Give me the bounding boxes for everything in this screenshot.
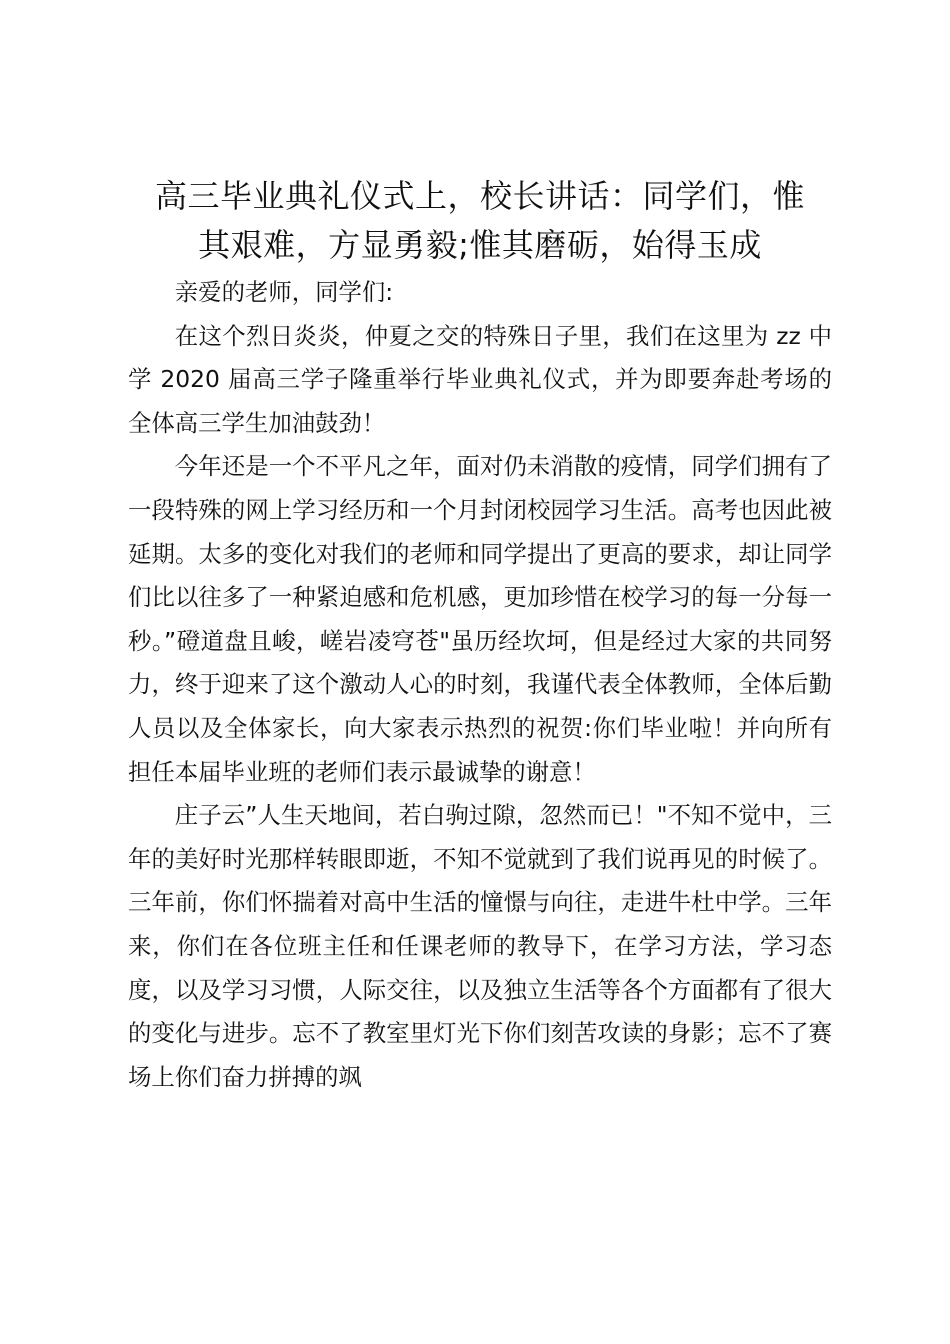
paragraph-opening: 在这个烈日炎炎，仲夏之交的特殊日子里，我们在这里为 zz 中学 2020 届高三学子隆重举行毕业典礼仪式，并为即要奔赴考场的全体高三学生加油鼓劲！ [128,321,832,437]
paragraph-three-years: 庄子云”人生天地间，若白驹过隙，忽然而已！"不知不觉中，三年的美好时光那样转眼即逝，不知不觉就到了我们说再见的时候了。三年前，你们怀揣着对高中生活的憧憬与向往，走进牛杜中学。三年来，你们在各位班主任和任课老师的教导下，在学习方法，学习态度，以及学习习惯，人际交往，以及独立生活等各个方面都有了很大的变化与进步。忘不了教室里灯光下你们刻苦攻读的身影；忘不了赛场上你们奋力拼搏的飒 [128,801,832,1091]
document-body [128,271,832,1099]
document-title [128,172,832,270]
paragraph-pandemic-year: 今年还是一个不平凡之年，面对仍未消散的疫情，同学们拥有了一段特殊的网上学习经历和一个月封闭校园学习生活。高考也因此被延期。太多的变化对我们的老师和同学提出了更高的要求，却让同学们比以往多了一种紧迫感和危机感，更加珍惜在校学习的每一分每一秒。”磴道盘且峻，嵯岩凌穹苍"虽历经坎坷，但是经过大家的共同努力，终于迎来了这个激动人心的时刻，我谨代表全体教师，全体后勤人员以及全体家长，向大家表示热烈的祝贺:你们毕业啦！并向所有担任本届毕业班的老师们表示最诚挚的谢意！ [128,452,832,786]
title-line-2: 其艰难，方显勇毅;惟其磨砺，始得玉成 [198,226,762,264]
salutation: 亲爱的老师，同学们: [174,278,394,306]
document-page [128,172,832,1099]
title-line-1: 高三毕业典礼仪式上，校长讲话：同学们，惟 [154,177,805,215]
